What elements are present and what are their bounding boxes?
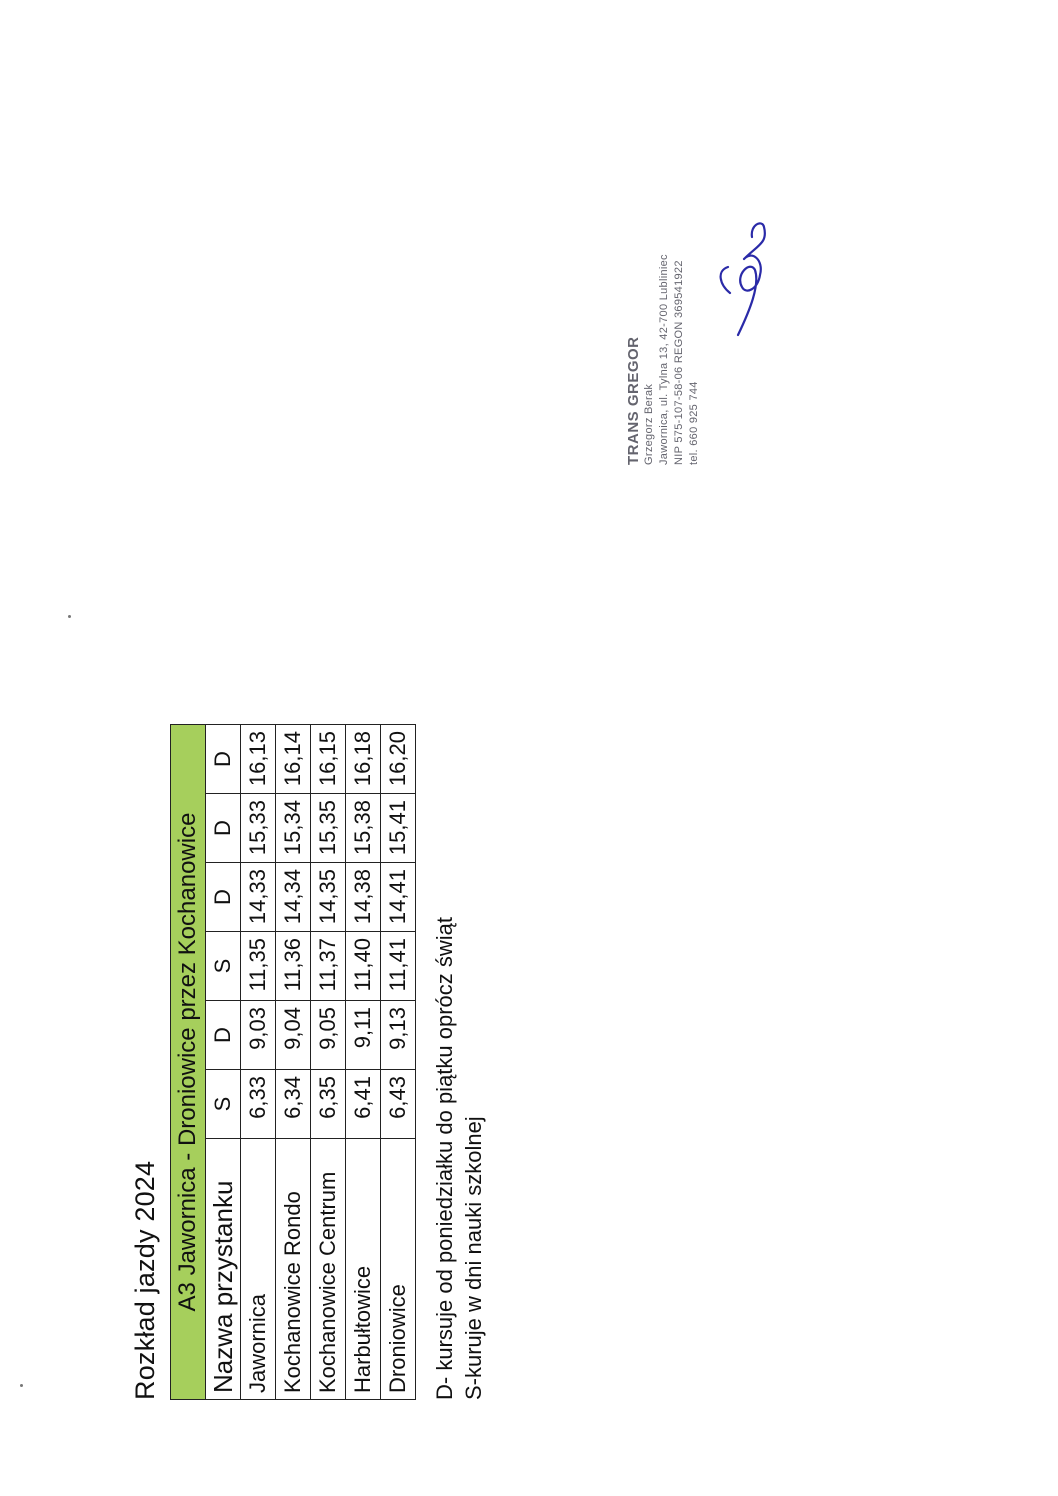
timetable-table bbox=[170, 724, 416, 1400]
departure-time: 11,37 bbox=[311, 932, 346, 1001]
stop-name: Kochanowice Rondo bbox=[276, 1139, 311, 1400]
stamp-company-name: TRANS GREGOR bbox=[625, 336, 642, 465]
legend-note-s: S-kuruje w dni nauki szkolnej bbox=[461, 1116, 486, 1400]
table-row bbox=[381, 725, 416, 1400]
departure-time: 15,33 bbox=[241, 794, 276, 863]
stamp-ids: NIP 575-107-58-06 REGON 369541922 bbox=[673, 260, 685, 465]
departure-time: 11,40 bbox=[346, 932, 381, 1001]
departure-time: 9,11 bbox=[346, 1001, 381, 1070]
stamp-phone: tel. 660 925 744 bbox=[688, 381, 700, 465]
route-header-row bbox=[171, 725, 206, 1400]
stop-name: Jawornica bbox=[241, 1139, 276, 1400]
scan-speck bbox=[20, 1384, 23, 1387]
departure-time: 14,34 bbox=[276, 863, 311, 932]
legend-notes bbox=[430, 917, 488, 1400]
departure-time: 15,34 bbox=[276, 794, 311, 863]
departure-time: 15,38 bbox=[346, 794, 381, 863]
departure-time: 16,20 bbox=[381, 725, 416, 794]
stamp-address: Jawornica, ul. Tylna 13, 42-700 Lubliniec bbox=[658, 254, 670, 465]
departure-time: 16,13 bbox=[241, 725, 276, 794]
table-row bbox=[311, 725, 346, 1400]
route-title: A3 Jawornica - Droniowice przez Kochanowice bbox=[171, 725, 206, 1400]
table-row bbox=[276, 725, 311, 1400]
departure-time: 11,36 bbox=[276, 932, 311, 1001]
departure-time: 9,04 bbox=[276, 1001, 311, 1070]
timetable-document bbox=[130, 100, 550, 1400]
stop-name: Droniowice bbox=[381, 1139, 416, 1400]
departure-time: 11,35 bbox=[241, 932, 276, 1001]
departure-time: 6,33 bbox=[241, 1070, 276, 1139]
signature-icon bbox=[680, 215, 780, 345]
departure-time: 6,35 bbox=[311, 1070, 346, 1139]
scan-speck bbox=[68, 615, 71, 618]
departure-time: 15,35 bbox=[311, 794, 346, 863]
departure-time: 6,41 bbox=[346, 1070, 381, 1139]
departure-time: 11,41 bbox=[381, 932, 416, 1001]
stop-column-header: Nazwa przystanku bbox=[206, 1139, 241, 1400]
departure-time: 16,14 bbox=[276, 725, 311, 794]
departure-time: 9,05 bbox=[311, 1001, 346, 1070]
departure-time: 9,03 bbox=[241, 1001, 276, 1070]
course-type: D bbox=[206, 725, 241, 794]
course-type: D bbox=[206, 794, 241, 863]
course-type: S bbox=[206, 1070, 241, 1139]
stop-name: Harbułtowice bbox=[346, 1139, 381, 1400]
course-type: D bbox=[206, 1001, 241, 1070]
departure-time: 6,34 bbox=[276, 1070, 311, 1139]
stop-name: Kochanowice Centrum bbox=[311, 1139, 346, 1400]
table-header-row bbox=[206, 725, 241, 1400]
departure-time: 16,18 bbox=[346, 725, 381, 794]
document-title: Rozkład jazdy 2024 bbox=[130, 1160, 160, 1400]
departure-time: 9,13 bbox=[381, 1001, 416, 1070]
departure-time: 14,33 bbox=[241, 863, 276, 932]
stamp-owner: Grzegorz Berak bbox=[643, 383, 655, 465]
departure-time: 14,38 bbox=[346, 863, 381, 932]
departure-time: 6,43 bbox=[381, 1070, 416, 1139]
table-row bbox=[241, 725, 276, 1400]
departure-time: 14,41 bbox=[381, 863, 416, 932]
departure-time: 14,35 bbox=[311, 863, 346, 932]
table-row bbox=[346, 725, 381, 1400]
departure-time: 15,41 bbox=[381, 794, 416, 863]
legend-note-d: D- kursuje od poniedziałku do piątku oprócz świąt bbox=[432, 916, 457, 1400]
course-type: D bbox=[206, 863, 241, 932]
departure-time: 16,15 bbox=[311, 725, 346, 794]
course-type: S bbox=[206, 932, 241, 1001]
